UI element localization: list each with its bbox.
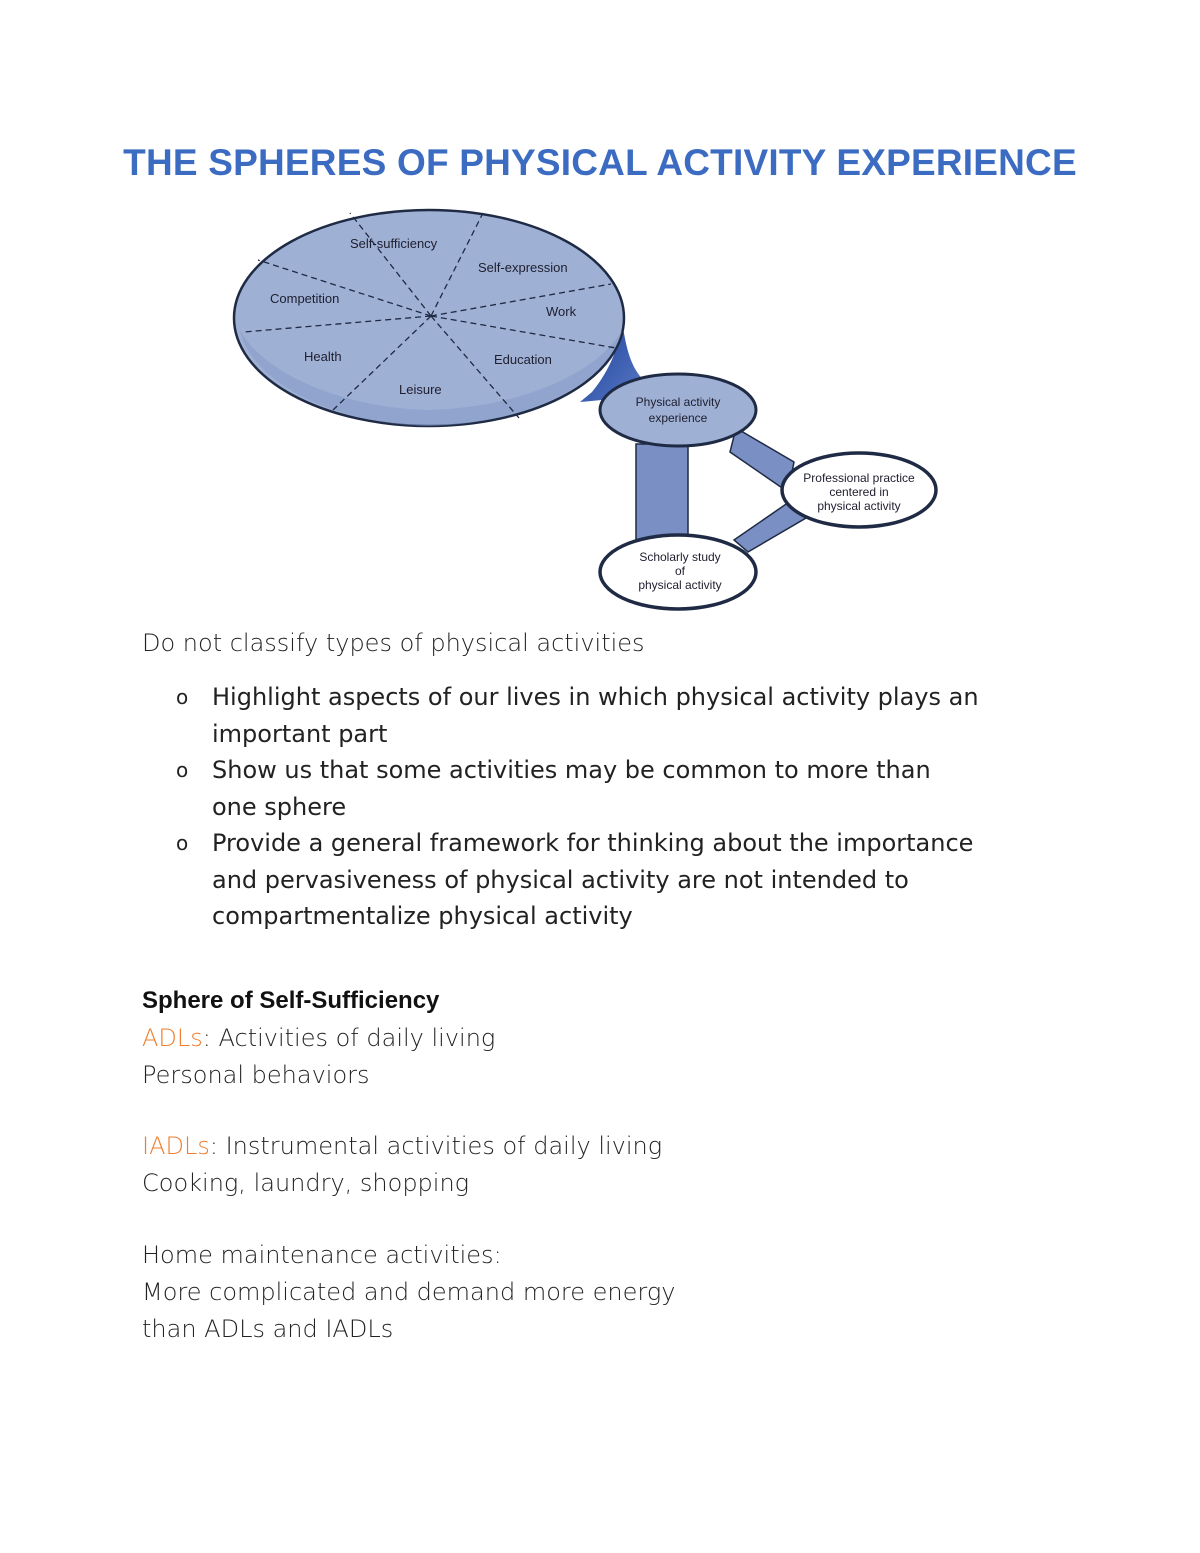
bullet-list <box>172 679 1072 935</box>
bullet-marker: o <box>176 685 189 709</box>
segment-work: Work <box>546 304 577 319</box>
segment-education: Education <box>494 352 552 367</box>
bullet-text: Highlight aspects of our lives in which physical activity plays an <box>212 683 979 711</box>
node-experience <box>600 374 756 446</box>
iadl-term: IADLs <box>142 1132 210 1160</box>
spheres-diagram <box>0 0 1200 640</box>
list-item <box>172 825 1072 935</box>
band-experience-to-scholarly <box>636 444 688 542</box>
section-heading: Sphere of Self-Sufficiency <box>142 987 440 1014</box>
intro-text: Do not classify types of physical activities <box>142 629 645 657</box>
adl-detail: Personal behaviors <box>142 1061 370 1089</box>
home-maintenance-heading: Home maintenance activities: <box>142 1241 502 1269</box>
list-item <box>172 752 1072 825</box>
bullet-text: one sphere <box>212 792 347 821</box>
segment-self-expression: Self-expression <box>478 260 568 275</box>
bullet-text: Show us that some activities may be common to more than <box>212 756 931 784</box>
bullet-marker: o <box>176 758 189 782</box>
page-title: THE SPHERES OF PHYSICAL ACTIVITY EXPERIENCE <box>123 142 1077 183</box>
bullet-text: important part <box>212 719 388 748</box>
segment-self-sufficiency: Self-sufficiency <box>350 236 438 251</box>
adl-term: ADLs <box>142 1024 203 1052</box>
adl-definition: : Activities of daily living <box>202 1024 496 1052</box>
node-professional-line2: centered in <box>829 485 889 499</box>
home-maintenance-line1: More complicated and demand more energy <box>142 1278 676 1306</box>
bullet-text: and pervasiveness of physical activity are not intended to <box>212 865 909 894</box>
segment-competition: Competition <box>270 291 340 306</box>
bullet-marker: o <box>176 831 189 855</box>
iadl-definition: : Instrumental activities of daily living <box>209 1132 663 1160</box>
iadl-line <box>142 1128 662 1165</box>
node-professional-line1: Professional practice <box>803 471 915 485</box>
node-experience-line2: experience <box>648 411 708 425</box>
home-maintenance-line2: than ADLs and IADLs <box>142 1315 394 1343</box>
node-scholarly-line3: physical activity <box>638 578 722 592</box>
node-experience-line1: Physical activity <box>635 395 721 409</box>
node-professional-line3: physical activity <box>817 499 901 513</box>
node-scholarly-line2: of <box>674 564 686 578</box>
iadl-detail: Cooking, laundry, shopping <box>142 1169 470 1197</box>
adl-line <box>142 1020 495 1057</box>
node-scholarly-line1: Scholarly study <box>639 550 721 564</box>
list-item <box>172 679 1072 752</box>
bullet-text: Provide a general framework for thinking about the importance <box>212 829 974 857</box>
segment-leisure: Leisure <box>399 382 442 397</box>
segment-health: Health <box>304 349 342 364</box>
bullet-text: compartmentalize physical activity <box>212 902 633 930</box>
